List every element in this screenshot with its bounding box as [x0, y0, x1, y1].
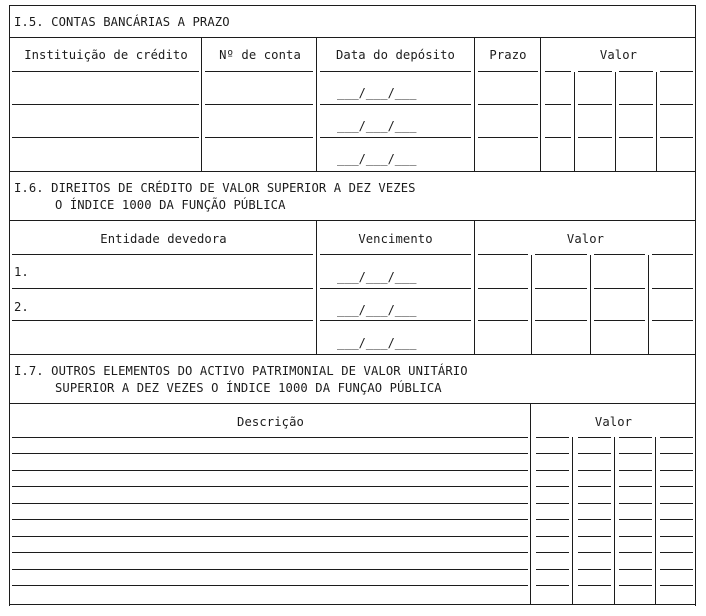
- row-line: [660, 71, 693, 72]
- row-line: [478, 104, 538, 105]
- value-subcolumn-divider: [590, 255, 591, 354]
- value-line: [619, 569, 652, 570]
- row-line: [12, 254, 313, 255]
- value-line: [660, 519, 693, 520]
- row-line: [205, 137, 313, 138]
- value-line: [660, 437, 693, 438]
- column-divider: [474, 220, 475, 354]
- value-line: [536, 552, 569, 553]
- row-line: [12, 71, 199, 72]
- row-line: [320, 254, 471, 255]
- description-line: [12, 569, 528, 570]
- section-divider: [9, 354, 696, 355]
- value-line: [578, 503, 611, 504]
- frame-bottom-border: [9, 604, 696, 605]
- row-line: [12, 137, 199, 138]
- value-subcolumn-divider: [655, 437, 656, 604]
- row-line: [594, 320, 645, 321]
- section-1-7-header-rule: [9, 403, 696, 404]
- row-line: [660, 104, 693, 105]
- row-line: [545, 71, 571, 72]
- row-line: [478, 71, 538, 72]
- value-line: [578, 536, 611, 537]
- row-line: [545, 104, 571, 105]
- value-line: [619, 503, 652, 504]
- value-subcolumn-divider: [648, 255, 649, 354]
- row-line: [12, 288, 313, 289]
- header-value: Valor: [594, 415, 633, 429]
- value-line: [578, 519, 611, 520]
- column-divider: [530, 403, 531, 604]
- row-line: [660, 137, 693, 138]
- value-subcolumn-divider: [574, 72, 575, 171]
- row-line: [320, 288, 471, 289]
- row-line: [619, 104, 653, 105]
- value-line: [578, 486, 611, 487]
- column-divider: [316, 220, 317, 354]
- row-line: [619, 71, 653, 72]
- header-deposit-date: Data do depósito: [336, 48, 455, 62]
- value-line: [578, 569, 611, 570]
- row-line: [652, 320, 693, 321]
- frame-right-border: [695, 5, 696, 606]
- value-line: [536, 585, 569, 586]
- description-line: [12, 585, 528, 586]
- section-1-7-title-line1: I.7. OUTROS ELEMENTOS DO ACTIVO PATRIMONIAL DE VALOR UNITÁRIO: [14, 364, 468, 378]
- value-line: [619, 470, 652, 471]
- value-line: [536, 536, 569, 537]
- value-line: [660, 585, 693, 586]
- description-line: [12, 536, 528, 537]
- row-line: [594, 288, 645, 289]
- maturity-date-field[interactable]: ___/___/___: [337, 303, 417, 317]
- description-line: [12, 519, 528, 520]
- header-value: Valor: [566, 232, 605, 246]
- value-line: [660, 486, 693, 487]
- header-description: Descrição: [237, 415, 304, 429]
- frame-left-border: [9, 5, 10, 606]
- value-line: [619, 552, 652, 553]
- description-line: [12, 437, 528, 438]
- value-line: [619, 437, 652, 438]
- row-line: [578, 71, 612, 72]
- row-line: [12, 104, 199, 105]
- description-line: [12, 470, 528, 471]
- row-number-1: 1.: [14, 265, 29, 279]
- row-line: [205, 71, 313, 72]
- row-line: [535, 320, 587, 321]
- value-line: [619, 486, 652, 487]
- deposit-date-field[interactable]: ___/___/___: [337, 152, 417, 166]
- row-line: [205, 104, 313, 105]
- row-line: [578, 104, 612, 105]
- deposit-date-field[interactable]: ___/___/___: [337, 119, 417, 133]
- value-line: [619, 453, 652, 454]
- row-line: [545, 137, 571, 138]
- value-line: [578, 585, 611, 586]
- row-line: [478, 137, 538, 138]
- value-line: [619, 519, 652, 520]
- column-divider: [201, 37, 202, 171]
- value-line: [660, 569, 693, 570]
- value-line: [660, 470, 693, 471]
- value-line: [536, 569, 569, 570]
- value-subcolumn-divider: [656, 72, 657, 171]
- row-line: [478, 254, 528, 255]
- row-line: [535, 254, 587, 255]
- value-line: [536, 470, 569, 471]
- section-1-5-title: I.5. CONTAS BANCÁRIAS A PRAZO: [14, 15, 230, 29]
- value-subcolumn-divider: [614, 437, 615, 604]
- header-maturity: Vencimento: [358, 232, 433, 246]
- row-line: [320, 137, 471, 138]
- deposit-date-field[interactable]: ___/___/___: [337, 86, 417, 100]
- header-institution: Instituição de crédito: [24, 48, 188, 62]
- description-line: [12, 503, 528, 504]
- row-line: [320, 104, 471, 105]
- row-line: [578, 137, 612, 138]
- row-line: [12, 320, 313, 321]
- row-line: [594, 254, 645, 255]
- value-line: [536, 437, 569, 438]
- value-line: [660, 552, 693, 553]
- value-subcolumn-divider: [615, 72, 616, 171]
- description-line: [12, 453, 528, 454]
- value-line: [578, 470, 611, 471]
- row-line: [652, 254, 693, 255]
- value-line: [536, 453, 569, 454]
- row-line: [535, 288, 587, 289]
- value-line: [536, 486, 569, 487]
- row-number-2: 2.: [14, 300, 29, 314]
- section-1-7-title-line2: SUPERIOR A DEZ VEZES O ÍNDICE 1000 DA FUNÇAO PÚBLICA: [55, 381, 442, 395]
- value-subcolumn-divider: [572, 437, 573, 604]
- row-line: [478, 320, 528, 321]
- description-line: [12, 552, 528, 553]
- maturity-date-field[interactable]: ___/___/___: [337, 270, 417, 284]
- row-line: [320, 71, 471, 72]
- value-subcolumn-divider: [531, 255, 532, 354]
- column-divider: [316, 37, 317, 171]
- value-line: [660, 503, 693, 504]
- section-1-5-header-rule: [9, 37, 696, 38]
- value-line: [660, 453, 693, 454]
- section-1-6-title-line1: I.6. DIREITOS DE CRÉDITO DE VALOR SUPERIOR A DEZ VEZES: [14, 181, 416, 195]
- row-line: [320, 320, 471, 321]
- value-line: [660, 536, 693, 537]
- description-line: [12, 486, 528, 487]
- header-value: Valor: [599, 48, 638, 62]
- value-line: [578, 552, 611, 553]
- section-1-6-title-line2: O ÍNDICE 1000 DA FUNÇÃO PÚBLICA: [55, 198, 286, 212]
- section-divider: [9, 171, 696, 172]
- value-line: [536, 519, 569, 520]
- value-line: [578, 437, 611, 438]
- value-line: [578, 453, 611, 454]
- section-1-6-header-rule: [9, 220, 696, 221]
- value-line: [619, 585, 652, 586]
- frame-top-border: [9, 5, 696, 6]
- value-line: [536, 503, 569, 504]
- column-divider: [540, 37, 541, 171]
- row-line: [619, 137, 653, 138]
- header-term: Prazo: [489, 48, 527, 62]
- row-line: [478, 288, 528, 289]
- header-debtor: Entidade devedora: [100, 232, 227, 246]
- row-line: [652, 288, 693, 289]
- header-account-number: Nº de conta: [219, 48, 301, 62]
- column-divider: [474, 37, 475, 171]
- maturity-date-field[interactable]: ___/___/___: [337, 336, 417, 350]
- value-line: [619, 536, 652, 537]
